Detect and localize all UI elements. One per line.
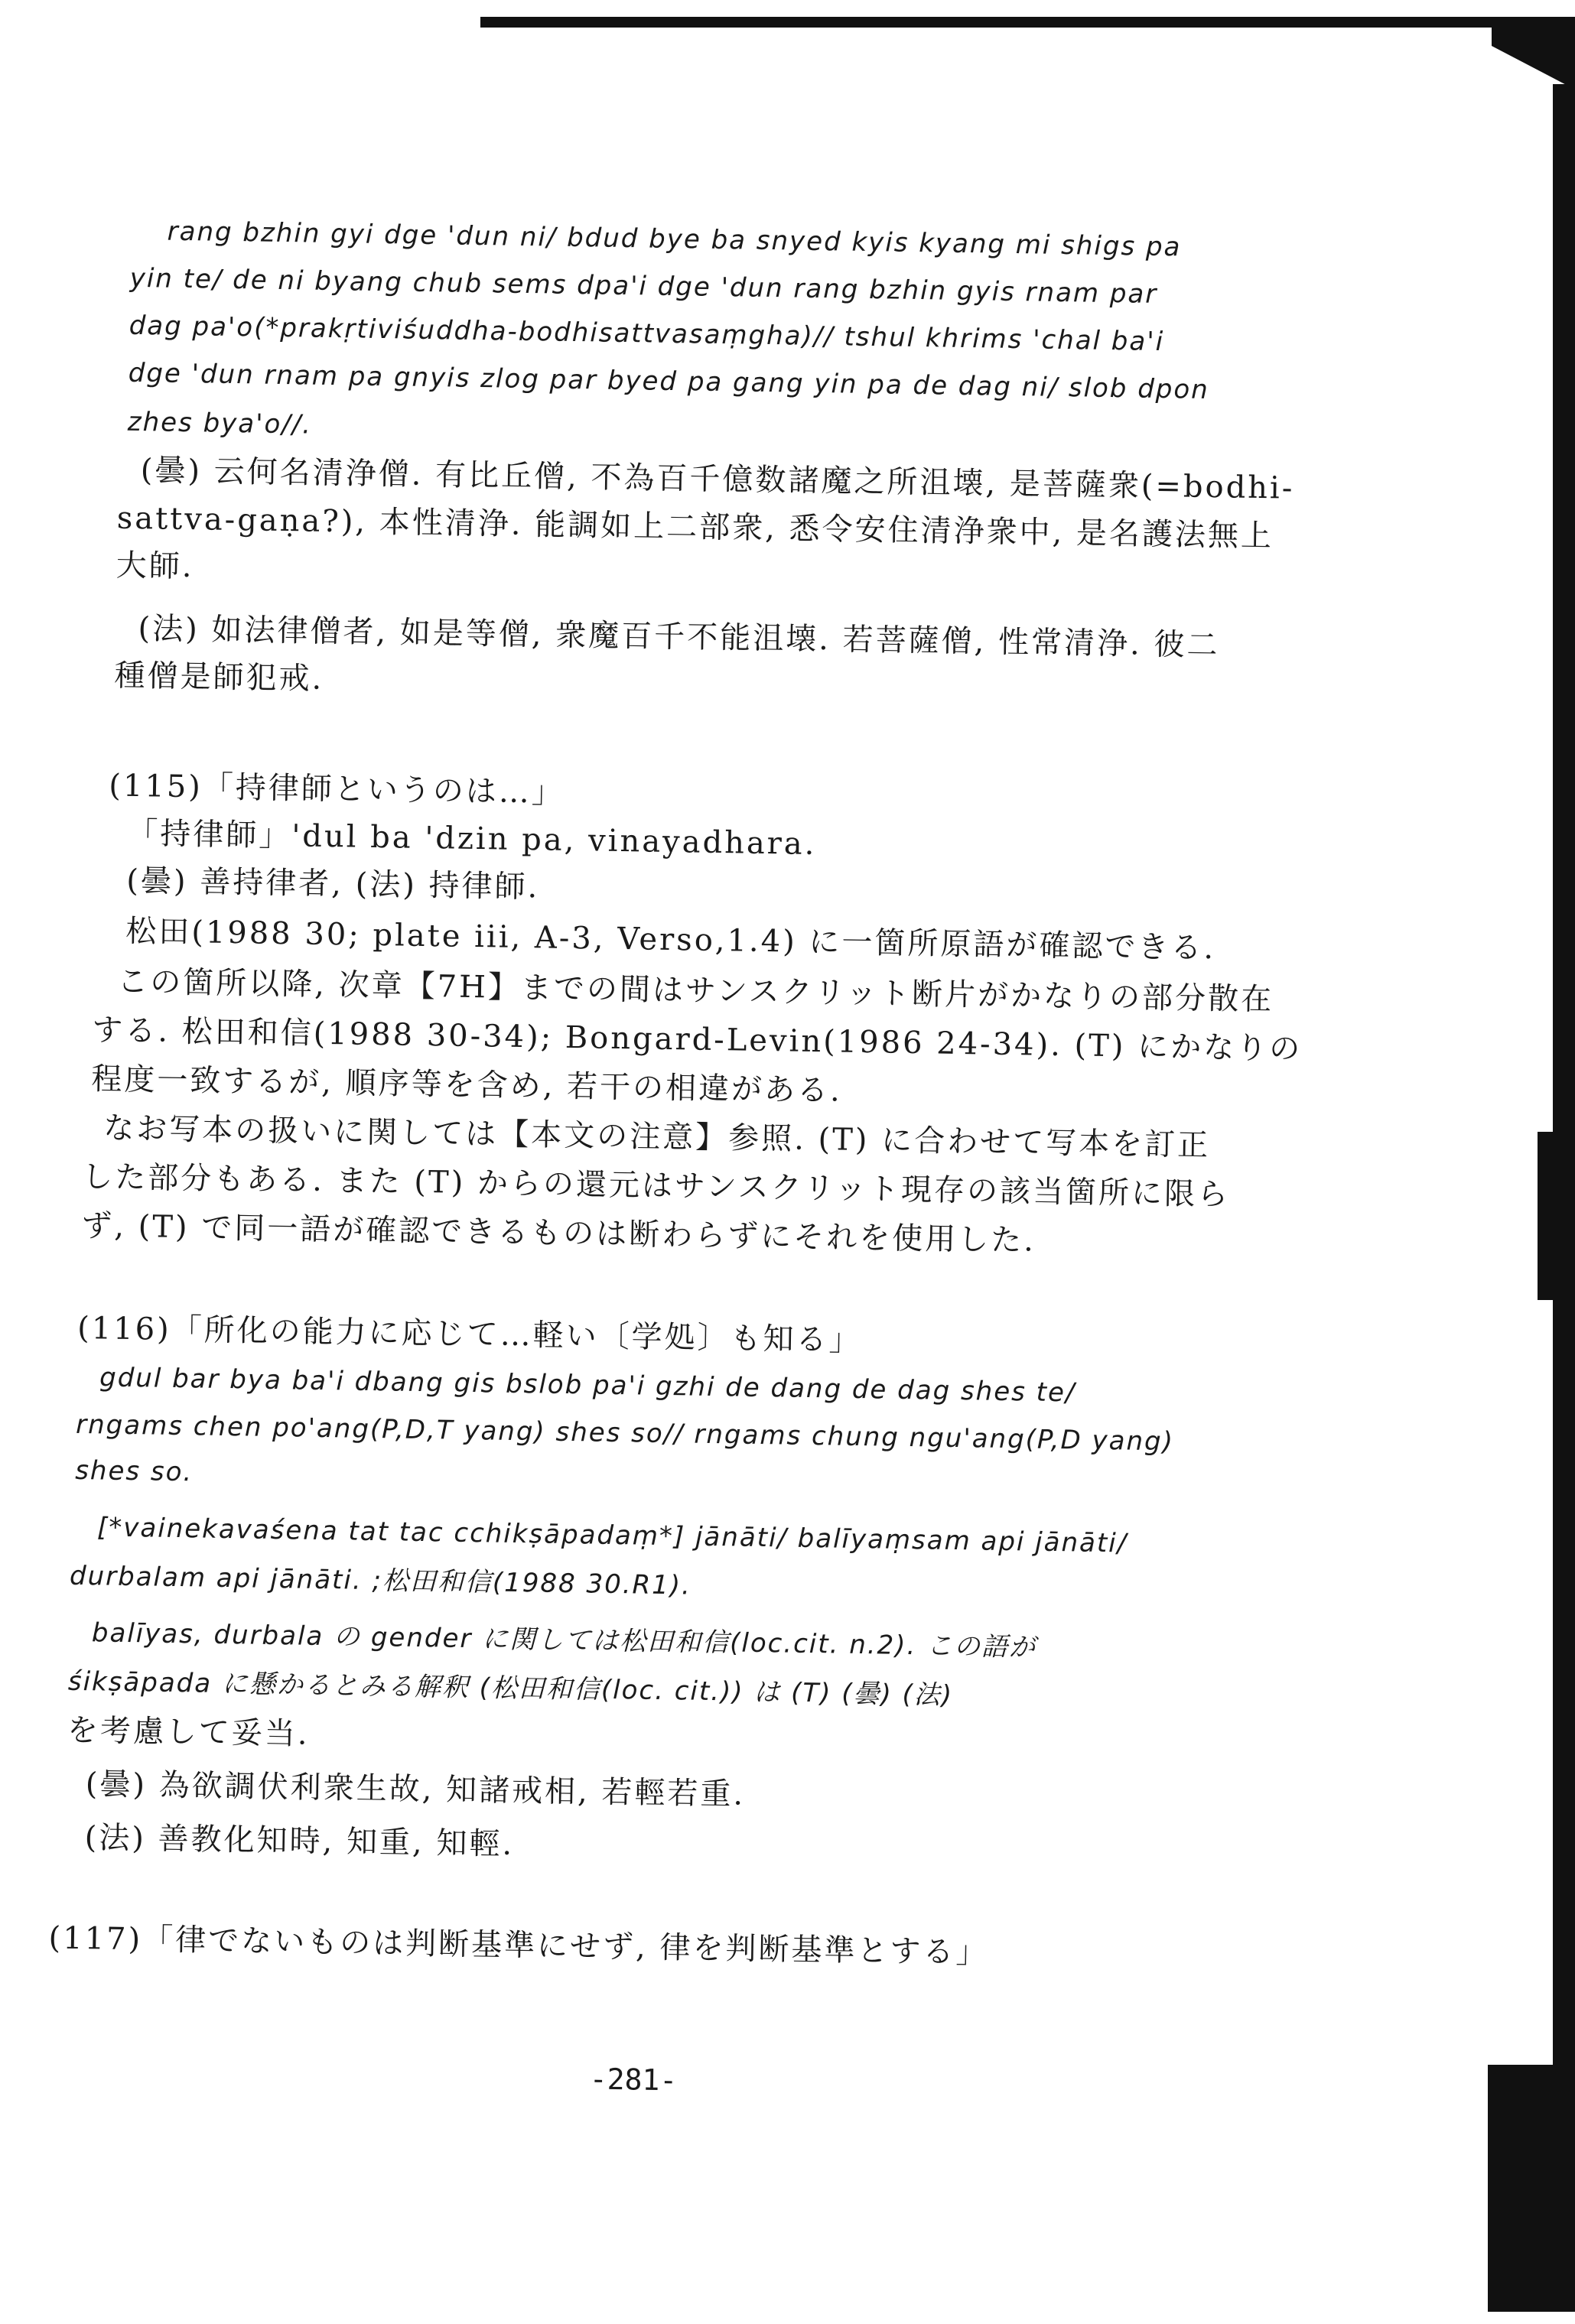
note-115-line: した部分もある. また (T) からの還元はサンスクリット現存の該当箇所に限ら [81, 1159, 1231, 1213]
fa-line: (法) 如法律僧者, 如是等僧, 衆魔百千不能沮壊. 若菩薩僧, 性常清浄. 彼二 [138, 611, 1220, 664]
tibetan-line: dge 'dun rnam pa gnyis zlog par byed pa gang yin pa de dag ni/ slob dpon [128, 357, 1210, 405]
note-116-heading: (116)「所化の能力に応じて…軽い〔学処〕も知る」 [76, 1310, 862, 1359]
note-116-line: (曇) 為欲調伏利衆生故, 知諸戒相, 若輕若重. [85, 1767, 746, 1812]
tan-line: (曇) 云何名清浄僧. 有比丘僧, 不為百千億数諸魔之所沮壊, 是菩薩衆(=bodhi- [140, 453, 1295, 506]
tan-line: sattva-gaṇa?), 本性清浄. 能調如上二部衆, 悉令安住清浄衆中, 是名護法無上 [116, 500, 1274, 554]
note-115-line: する. 松田和信(1988 30-34); Bongard-Levin(1986 24-34). (T) にかなりの [91, 1012, 1303, 1068]
note-115-line: 「持律師」'dul ba 'dzin pa, vinayadhara. [126, 815, 817, 863]
tibetan-line: dag pa'o(*prakṛtiviśuddha-bodhisattvasaṃgha)// tshul khrims 'chal ba'i [129, 310, 1165, 358]
note-115-line: なお写本の扱いに関しては【本文の注意】参照. (T) に合わせて写本を訂正 [103, 1110, 1211, 1164]
note-116-line: balīyas, durbala の gender に関しては松田和信(loc.cit. n.2). この語が [91, 1617, 1037, 1663]
note-115-line: (曇) 善持律者, (法) 持律師. [126, 863, 540, 905]
note-116-line: [*vainekavaśena tat tac cchikṣāpadaṃ*] jānāti/ balīyaṃsam api jānāti/ [96, 1512, 1128, 1559]
note-115-heading: (115)「持律師というのは…」 [108, 768, 565, 811]
note-116-line: gdul bar bya ba'i dbang gis bslob pa'i gzhi de dang de dag shes te/ [99, 1362, 1076, 1409]
note-116-line: durbalam api jānāti. ;松田和信(1988 30.R1). [69, 1560, 692, 1601]
tibetan-line: yin te/ de ni byang chub sems dpa'i dge 'dun rang bzhin gyis rnam par [129, 262, 1158, 310]
note-116-line: rngams chen po'ang(P,D,T yang) shes so// rngams chung ngu'ang(P,D yang) [75, 1409, 1175, 1458]
page-number: -281- [589, 2062, 678, 2098]
note-116-line: を考慮して妥当. [67, 1712, 310, 1752]
note-115-line: この箇所以降, 次章【7H】までの間はサンスクリット断片がかなりの部分散在 [116, 964, 1274, 1018]
note-115-line: 程度一致するが, 順序等を含め, 若干の相違がある. [90, 1061, 843, 1109]
note-117-heading: (117)「律でないものは判断基準にせず, 律を判断基準とする」 [48, 1920, 989, 1971]
note-116-line: shes so. [74, 1455, 194, 1488]
tibetan-line: rang bzhin gyi dge 'dun ni/ bdud bye ba snyed kyis kyang mi shigs pa [167, 216, 1182, 263]
note-115-line: 松田(1988 30; plate iii, A-3, Verso,1.4) に一箇所原語が確認できる. [125, 913, 1216, 967]
note-115-line: ず, (T) で同一語が確認できるものは断わらずにそれを使用した. [80, 1208, 1036, 1259]
fa-line: 種僧是師犯戒. [114, 658, 324, 697]
tan-line: 大師. [116, 548, 194, 585]
tibetan-line: zhes bya'o//. [127, 406, 313, 440]
note-116-line: śikṣāpada に懸かるとみる解釈 (松田和信(loc. cit.)) は (T) (曇) (法) [67, 1666, 954, 1711]
note-116-line: (法) 善教化知時, 知重, 知輕. [84, 1820, 515, 1862]
